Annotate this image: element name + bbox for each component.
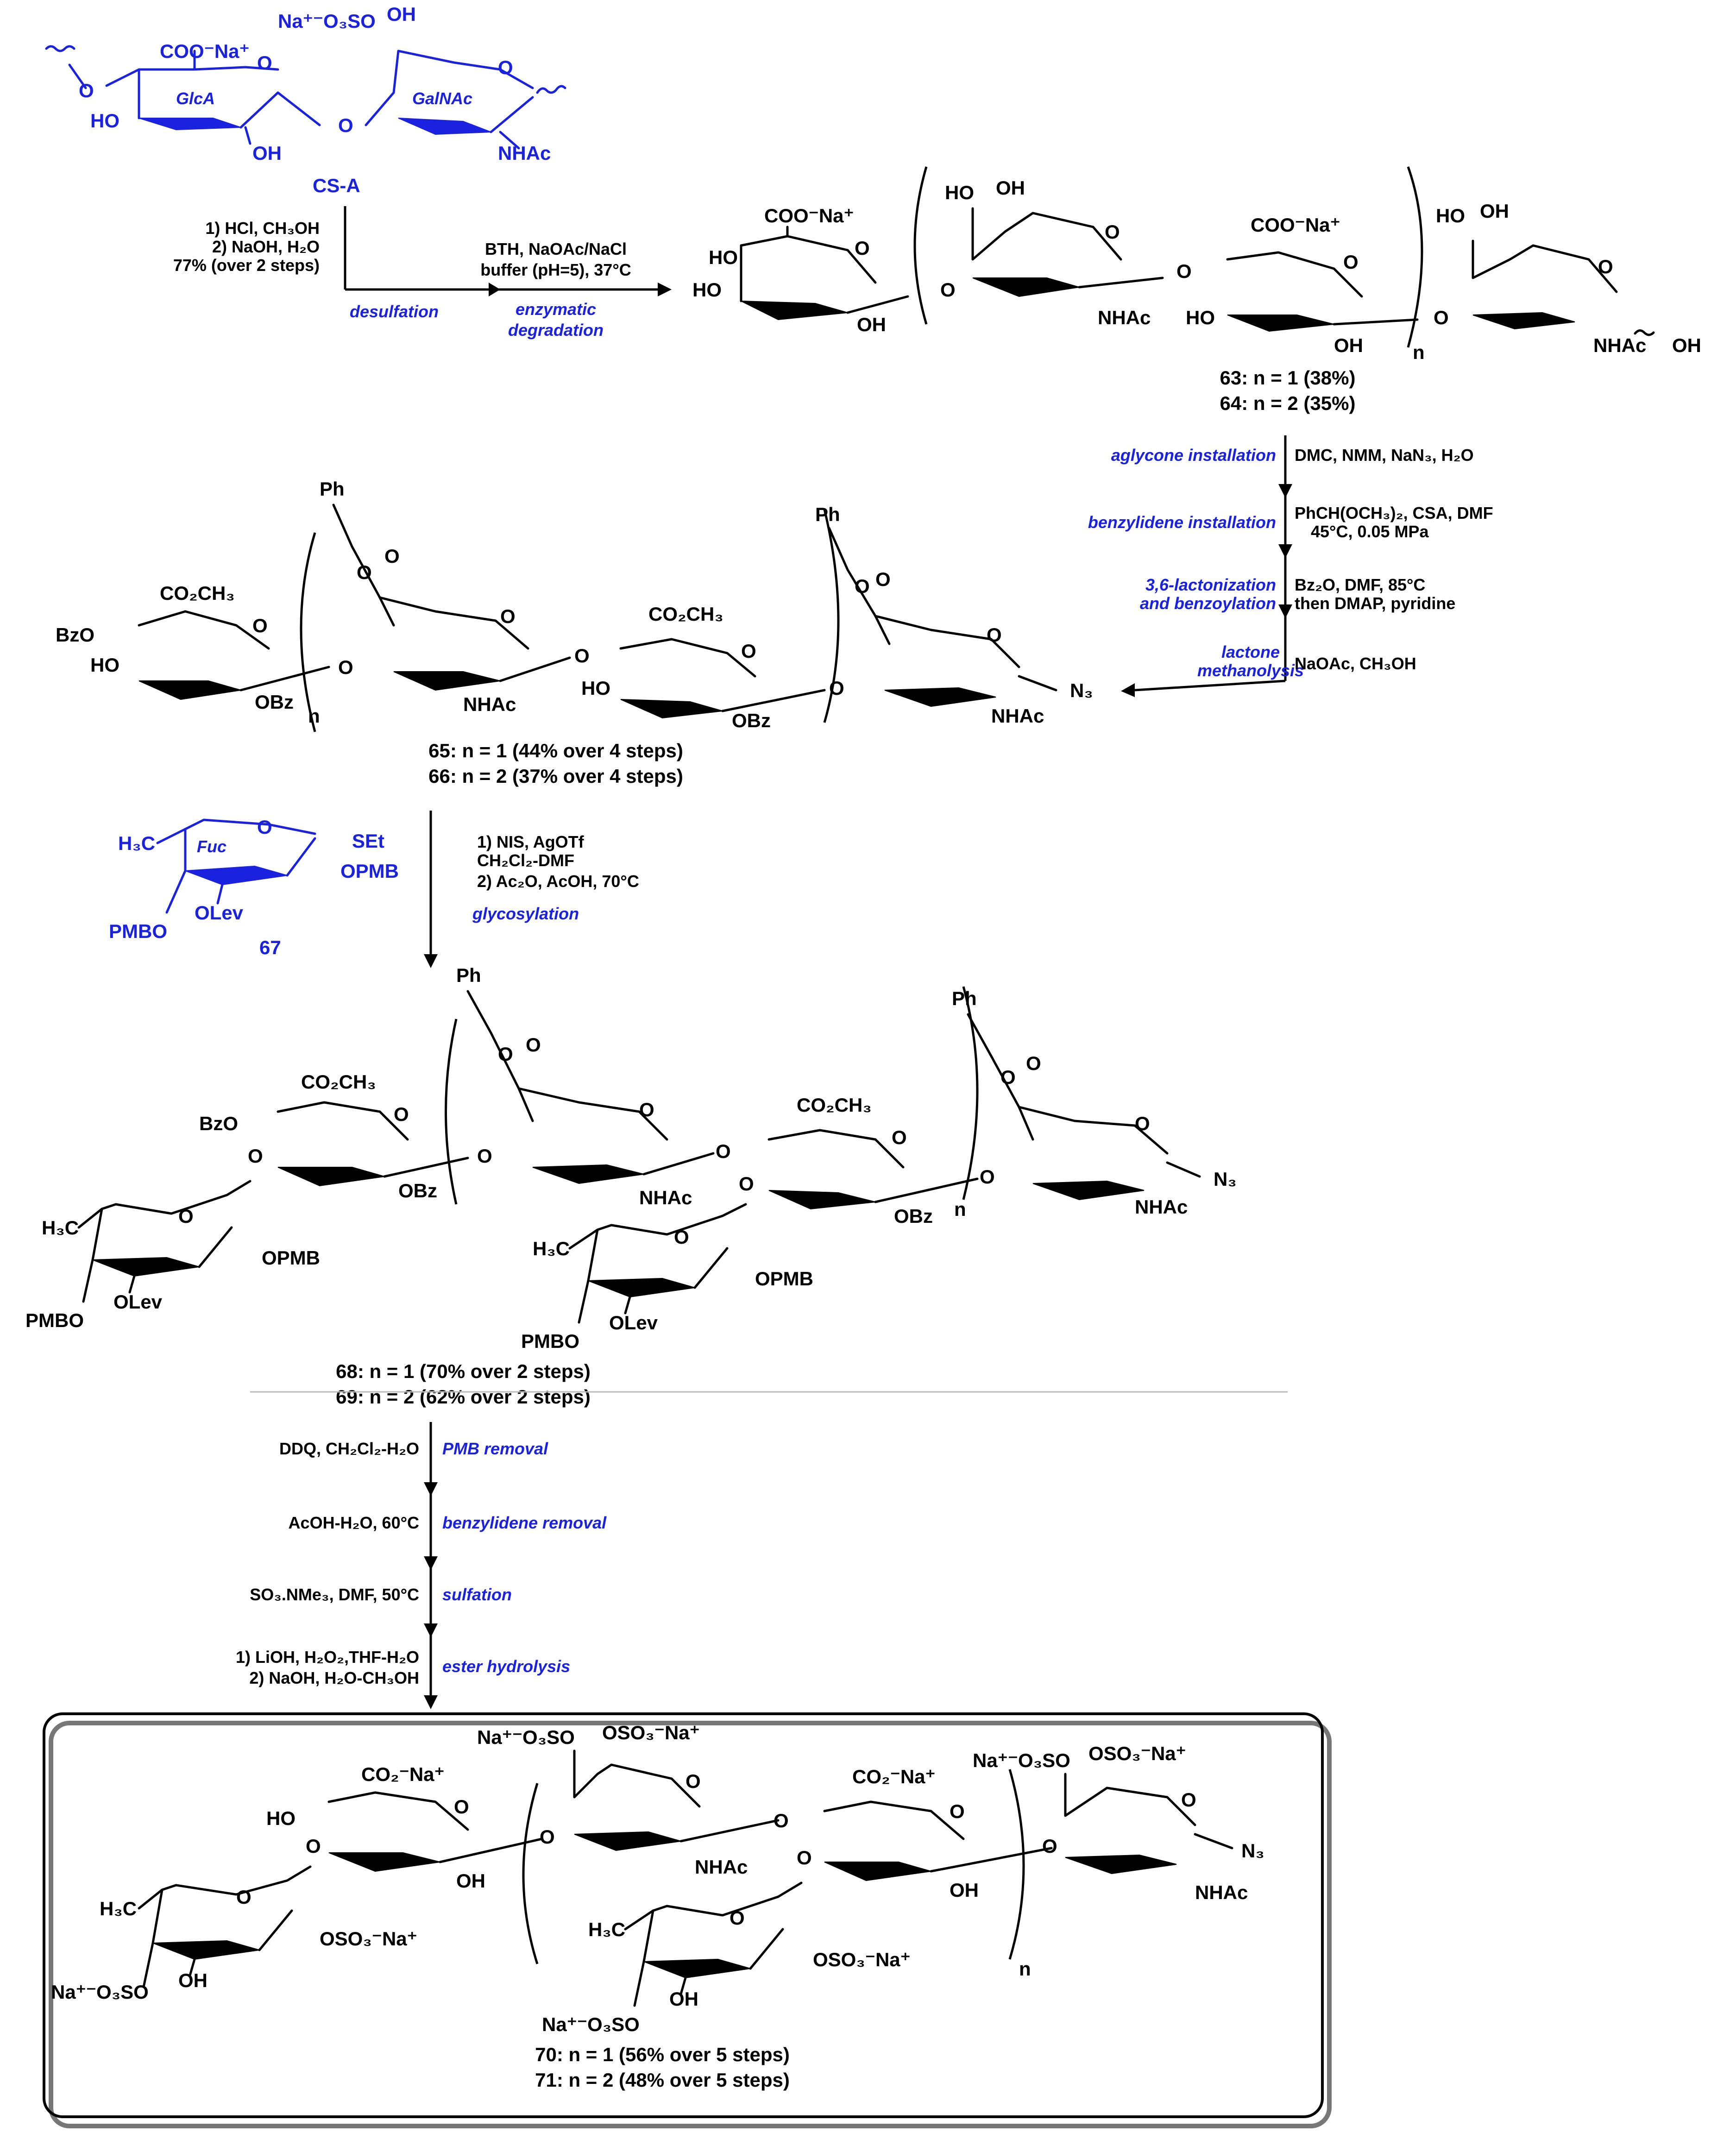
cpd70-glyco-o-fuc-1: O (306, 1835, 321, 1857)
cs-a-sulfate: Na⁺⁻O₃SO (278, 10, 376, 32)
arrow-head (658, 283, 672, 296)
cpd70-n3: N₃ (1241, 1840, 1264, 1862)
cpd70-oso3na-galnac-2: OSO₃⁻Na⁺ (1088, 1743, 1186, 1764)
cpd70-glyco-o-3: O (1042, 1835, 1057, 1857)
cpd63-oh-3: OH (1334, 334, 1363, 356)
step4-condition-1: 1) NIS, AgOTf (477, 832, 584, 851)
cpd63-coona-2: COO⁻Na⁺ (1251, 214, 1340, 236)
cpd70-fuc-ring-o-2: O (730, 1907, 745, 1929)
step3d-condition: NaOAc, CH₃OH (1295, 654, 1416, 673)
cs-a-o-link: O (79, 80, 94, 101)
cpd63-ho-5: HO (1436, 205, 1465, 226)
step4-condition-3: 2) Ac₂O, AcOH, 70°C (477, 872, 639, 891)
cpd68-fuc-ring-o-1: O (178, 1205, 194, 1227)
step2-condition-2: buffer (pH=5), 37°C (480, 260, 631, 279)
cpd63-n: n (1413, 341, 1425, 363)
cpd70-oso3na-fuc-2: OSO₃⁻Na⁺ (813, 1949, 911, 1970)
step4-condition-2: CH₂Cl₂-DMF (477, 851, 574, 870)
cs-a-oh: OH (252, 142, 282, 164)
cpd65-bzl-o-4: O (875, 568, 891, 590)
cpd65-nhac-1: NHAc (463, 693, 516, 715)
cpd65-obz-1: OBz (255, 691, 294, 713)
step5b-condition: AcOH-H₂O, 60°C (288, 1513, 419, 1532)
cpd68-ph-2: Ph (952, 988, 977, 1009)
cpd70-co2na-2: CO₂⁻Na⁺ (852, 1766, 936, 1787)
cpd65-co2ch3-1: CO₂CH₃ (160, 582, 235, 604)
cpd68-opmb-1: OPMB (262, 1247, 320, 1269)
cpd63-ho-2: HO (692, 279, 722, 301)
cpd70-so3na-fuc-1: Na⁺⁻O₃SO (51, 1981, 149, 2003)
cpd70-glyco-o-2: O (774, 1810, 789, 1831)
cpd68-co2ch3-1: CO₂CH₃ (301, 1071, 376, 1093)
cs-a-nhac: NHAc (498, 142, 551, 164)
cpd63-oh-1: OH (857, 314, 886, 335)
cpd65-n: n (308, 705, 320, 727)
step3c-label-1: 3,6-lactonization (1145, 575, 1276, 594)
cpd68-olev-1: OLev (113, 1291, 163, 1313)
cpd70-nhac-2: NHAc (1195, 1881, 1248, 1903)
arrow-head (424, 1482, 438, 1496)
cpd65-ring-o-1: O (252, 615, 268, 636)
compound-65-66 (56, 478, 1093, 787)
cpd63-glyco-o-3: O (1434, 307, 1449, 328)
cpd65-ring-o-4: O (987, 624, 1002, 646)
cpd63-nhac-1: NHAc (1098, 307, 1151, 328)
cpd68-bzl-o-4: O (1026, 1052, 1041, 1074)
cpd63-nhac-2: NHAc (1593, 334, 1647, 356)
step1-condition-1: 1) HCl, CH₃OH (205, 219, 320, 238)
cs-a-glca-label: GlcA (176, 89, 215, 108)
cpd65-ph-2: Ph (815, 503, 840, 525)
cpd70-ring-o-2: O (686, 1770, 701, 1792)
step5c-label: sulfation (442, 1585, 512, 1604)
cpd68-nhac-1: NHAc (639, 1187, 692, 1208)
cpd65-yield-2: 66: n = 2 (37% over 4 steps) (428, 765, 683, 787)
cpd65-ring-o-2: O (500, 605, 516, 627)
cpd63-ring-o-2: O (1105, 221, 1120, 243)
cpd70-fuc-ring-o-1: O (236, 1886, 252, 1908)
cpd68-obz-1: OBz (398, 1180, 437, 1202)
cpd65-ho-1: HO (90, 654, 120, 676)
cpd70-yield-1: 70: n = 1 (56% over 5 steps) (535, 2044, 790, 2065)
step5d-condition-2: 2) NaOH, H₂O-CH₃OH (249, 1668, 419, 1687)
cpd68-opmb-2: OPMB (755, 1268, 813, 1290)
arrow-head (1278, 604, 1292, 618)
cpd63-ho-1: HO (709, 246, 738, 268)
step3b-condition-2: 45°C, 0.05 MPa (1311, 522, 1429, 541)
cpd63-glyco-o-2: O (1176, 260, 1192, 282)
cpd67-olev: OLev (195, 902, 244, 924)
cpd70-co2na-1: CO₂⁻Na⁺ (361, 1763, 445, 1785)
cpd68-bzl-o-2: O (526, 1034, 541, 1056)
cpd63-glyco-o-1: O (940, 279, 956, 301)
cpd65-bzl-o-2: O (384, 545, 400, 567)
cpd70-so3na-galnac-2: Na⁺⁻O₃SO (973, 1749, 1070, 1771)
cpd65-nhac-2: NHAc (991, 705, 1044, 727)
cs-a-galnac-label: GalNAc (412, 89, 473, 108)
step3d-label-2: methanolysis (1197, 661, 1304, 680)
cpd68-fuc-ring-o-2: O (674, 1226, 689, 1248)
cpd70-h3c-1: H₃C (100, 1898, 137, 1919)
cpd70-oh-1: OH (456, 1870, 485, 1892)
cpd68-ring-o-4: O (1135, 1113, 1150, 1134)
cpd63-coona-1: COO⁻Na⁺ (764, 205, 854, 226)
fucose-donor-67 (109, 816, 399, 958)
step-desulfation (173, 206, 500, 321)
cpd63-oh-4: OH (1480, 200, 1509, 222)
cpd67-pmbo: PMBO (109, 920, 167, 942)
cs-a-ring-o-2: O (498, 57, 513, 78)
cpd68-ph-1: Ph (456, 964, 481, 986)
cpd70-ho-1: HO (266, 1807, 296, 1829)
cs-a-name: CS-A (313, 175, 360, 196)
cpd68-bzl-o-1: O (498, 1043, 513, 1065)
arrow-head (1278, 544, 1292, 558)
cpd70-oh-fuc-2: OH (669, 1988, 698, 2010)
cpd63-ring-o-1: O (855, 237, 870, 259)
cpd65-glyco-o-3: O (829, 677, 844, 699)
cpd68-yield-1: 68: n = 1 (70% over 2 steps) (336, 1360, 591, 1382)
cpd63-oh-anomeric: OH (1672, 334, 1701, 356)
cpd70-glyco-o-1: O (540, 1826, 555, 1848)
cpd70-so3na-fuc-2: Na⁺⁻O₃SO (542, 2013, 640, 2035)
step2-label-1: enzymatic (515, 300, 597, 319)
cpd68-glyco-o-fuc-2: O (739, 1173, 754, 1195)
cs-a-structure (46, 3, 565, 196)
step5c-condition: SO₃.NMe₃, DMF, 50°C (250, 1585, 419, 1604)
arrow-head (424, 1623, 438, 1637)
cpd68-ring-o-3: O (892, 1126, 907, 1148)
cpd63-oh-2: OH (996, 177, 1025, 199)
step2-label-2: degradation (508, 321, 604, 340)
step3b-label: benzylidene installation (1088, 513, 1276, 532)
arrow-head (424, 1556, 438, 1570)
arrow-head (1121, 683, 1135, 697)
compound-68-69 (25, 964, 1288, 1408)
step3a-condition: DMC, NMM, NaN₃, H₂O (1295, 446, 1474, 465)
cpd67-opmb: OPMB (340, 860, 399, 882)
arrow-head (424, 954, 438, 968)
step3c-label-2: and benzoylation (1139, 594, 1276, 613)
cpd67-set: SEt (352, 830, 385, 852)
cpd65-obz-2: OBz (732, 710, 771, 731)
cpd68-ring-o-2: O (639, 1099, 654, 1120)
arrow-head (1278, 484, 1292, 498)
cpd68-glyco-o-3: O (980, 1166, 995, 1188)
step5b-label: benzylidene removal (442, 1513, 607, 1532)
cpd70-oh-2: OH (950, 1879, 979, 1901)
cpd70-n: n (1019, 1958, 1031, 1980)
step3c-condition-2: then DMAP, pyridine (1295, 594, 1456, 613)
cpd70-ring-o-1: O (454, 1796, 469, 1818)
cs-a-coona: COO⁻Na⁺ (160, 40, 250, 62)
step-glycosylation (424, 811, 639, 968)
cpd63-ring-o-4: O (1598, 256, 1613, 277)
step4-label: glycosylation (472, 904, 579, 923)
steps-to-70 (236, 1422, 607, 1709)
cpd65-bzo: BzO (56, 624, 94, 646)
arrow-head (424, 1695, 438, 1709)
cpd63-yield-1: 63: n = 1 (38%) (1220, 367, 1356, 389)
cpd67-name: 67 (259, 937, 281, 958)
cpd68-n: n (954, 1198, 966, 1220)
cpd67-ring-o: O (257, 816, 272, 838)
cs-a-ring-o-1: O (257, 52, 272, 74)
cpd70-nhac-1: NHAc (695, 1856, 748, 1878)
cpd68-glyco-o-fuc-1: O (248, 1145, 263, 1167)
step1-condition-2: 2) NaOH, H₂O (212, 237, 320, 256)
step3d-label-1: lactone (1221, 642, 1280, 661)
cpd68-olev-2: OLev (609, 1312, 658, 1334)
cpd68-pmbo-1: PMBO (25, 1309, 84, 1331)
cpd68-bzo-1: BzO (199, 1113, 238, 1134)
step1-label: desulfation (350, 302, 439, 321)
compound-63-64 (692, 167, 1701, 414)
cpd67-h3c: H₃C (118, 832, 156, 854)
cpd63-yield-2: 64: n = 2 (35%) (1220, 392, 1356, 414)
cpd65-bzl-o-3: O (855, 575, 870, 597)
cpd65-n3: N₃ (1070, 679, 1093, 701)
cpd68-obz-2: OBz (894, 1205, 933, 1227)
step3b-condition-1: PhCH(OCH₃)₂, CSA, DMF (1295, 503, 1493, 522)
cpd70-ring-o-3: O (950, 1800, 965, 1822)
cpd70-h3c-2: H₃C (588, 1919, 626, 1940)
cpd65-ph-1: Ph (320, 478, 345, 500)
cpd70-yield-2: 71: n = 2 (48% over 5 steps) (535, 2069, 790, 2091)
step-enzymatic-degradation (480, 239, 672, 340)
step3c-condition-1: Bz₂O, DMF, 85°C (1295, 575, 1426, 594)
cpd65-glyco-o-2: O (574, 645, 590, 667)
cpd68-glyco-o-1: O (477, 1145, 492, 1167)
cs-a-ho: HO (90, 110, 120, 132)
cpd70-glyco-o-fuc-2: O (797, 1847, 812, 1868)
cpd70-oso3na-fuc-1: OSO₃⁻Na⁺ (320, 1928, 417, 1950)
cpd63-ring-o-3: O (1343, 251, 1359, 273)
cpd63-ho-4: HO (1186, 307, 1215, 328)
cpd67-fuc-label: Fuc (197, 837, 227, 856)
cpd68-ring-o-1: O (394, 1103, 409, 1125)
cpd68-nhac-2: NHAc (1135, 1196, 1188, 1218)
cpd65-glyco-o-1: O (338, 656, 353, 678)
cpd65-ring-o-3: O (741, 640, 756, 662)
step2-condition-1: BTH, NaOAc/NaCl (484, 239, 627, 258)
cpd68-pmbo-2: PMBO (521, 1330, 579, 1352)
cpd65-ho-2: HO (581, 677, 610, 699)
cpd70-oh-fuc-1: OH (178, 1969, 208, 1991)
step5d-condition-1: 1) LiOH, H₂O₂,THF-H₂O (236, 1648, 419, 1667)
cpd68-h3c-1: H₃C (42, 1217, 79, 1239)
cpd68-h3c-2: H₃C (533, 1238, 570, 1259)
cpd63-ho-3: HO (945, 182, 974, 203)
cpd70-ring-o-4: O (1181, 1789, 1196, 1811)
cs-a-oh-6: OH (387, 3, 416, 25)
cpd68-n3: N₃ (1214, 1168, 1237, 1190)
cpd70-so3na-galnac-1: Na⁺⁻O₃SO (477, 1726, 575, 1748)
step5a-label: PMB removal (442, 1439, 548, 1458)
step1-condition-3: 77% (over 2 steps) (173, 256, 320, 275)
compound-70-71-box (44, 1714, 1329, 2126)
cpd65-co2ch3-2: CO₂CH₃ (648, 603, 723, 625)
cpd68-bzl-o-3: O (1000, 1066, 1016, 1088)
cpd65-bzl-o-1: O (357, 561, 372, 583)
step5a-condition: DDQ, CH₂Cl₂-H₂O (279, 1439, 419, 1458)
cpd68-glyco-o-2: O (716, 1140, 731, 1162)
cpd68-co2ch3-2: CO₂CH₃ (797, 1094, 872, 1116)
cs-a-glyco-o: O (338, 114, 353, 136)
steps-to-65 (1088, 435, 1493, 697)
step5d-label: ester hydrolysis (442, 1657, 571, 1676)
step3a-label: aglycone installation (1111, 446, 1276, 465)
cpd65-yield-1: 65: n = 1 (44% over 4 steps) (428, 740, 683, 761)
cpd68-yield-2: 69: n = 2 (62% over 2 steps) (336, 1386, 591, 1408)
cpd70-oso3na-galnac-1: OSO₃⁻Na⁺ (602, 1722, 700, 1743)
